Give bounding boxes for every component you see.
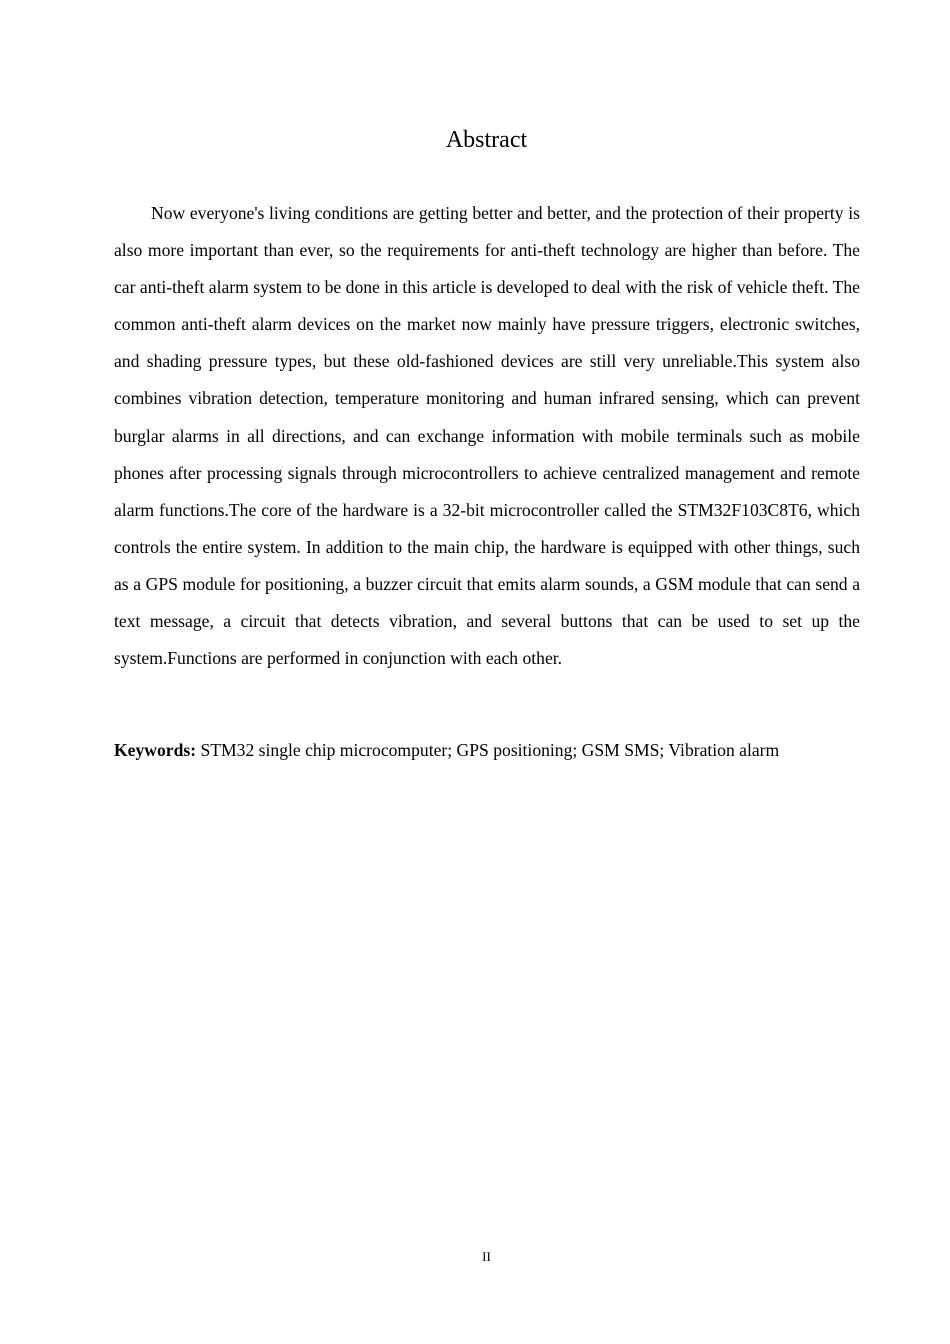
abstract-paragraph: Now everyone's living conditions are getting better and better, and the protection of their property is also more important than ever, so the requirements for anti-theft technology are higher than before. The car anti-theft alarm system to be done in this article is developed to deal with the risk of vehicle theft. The common anti-theft alarm devices on the market now mainly have pressure triggers, electronic switches, and shading pressure types, but these old-fashioned devices are still very unreliable.This system also combines vibration detection, temperature monitoring and human infrared sensing, which can prevent burglar alarms in all directions, and can exchange information with mobile terminals such as mobile phones after processing signals through microcontrollers to achieve centralized management and remote alarm functions.The core of the hardware is a 32-bit microcontroller called the STM32F103C8T6, which controls the entire system. In addition to the main chip, the hardware is equipped with other things, such as a GPS module for positioning, a buzzer circuit that emits alarm sounds, a GSM module that can send a text message, a circuit that detects vibration, and several buttons that can be used to set up the system.Functions are performed in conjunction with each other. bbox=[114, 203, 860, 669]
keywords-label: Keywords: bbox=[114, 740, 197, 760]
page-number: II bbox=[482, 1249, 491, 1264]
keywords-text: STM32 single chip microcomputer; GPS positioning; GSM SMS; Vibration alarm bbox=[200, 740, 780, 760]
keywords-line bbox=[114, 736, 860, 764]
abstract-title: Abstract bbox=[445, 127, 528, 153]
